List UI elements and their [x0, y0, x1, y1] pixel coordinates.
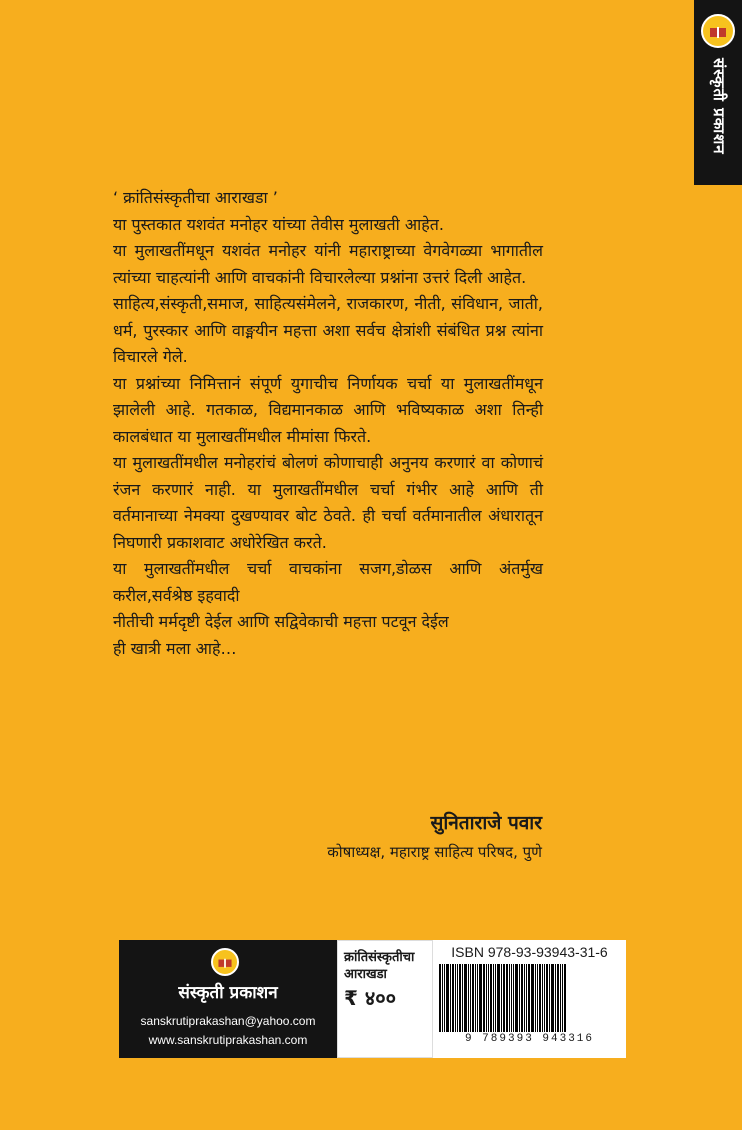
barcode-bar [526, 964, 527, 1032]
barcode-bar [551, 964, 554, 1032]
barcode-bar [521, 964, 523, 1032]
blurb-paragraph: या प्रश्नांच्या निमित्तानं संपूर्ण युगाचीच निर्णायक चर्चा या मुलाखतींमधून झालेली आहे. गतकाळ, विद्यमानकाळ आणि भविष्यकाळ अशा तिन्ही कालबंधात या मुलाखतींमधील मीमांसा फिरते. [113, 373, 543, 446]
barcode-bar [442, 964, 443, 1032]
book-icon [707, 20, 729, 42]
barcode-bar [486, 964, 487, 1032]
barcode-bar [497, 964, 500, 1032]
signature-name: सुनिताराजे पवार [430, 812, 542, 834]
barcode-bar [524, 964, 525, 1032]
barcode-bar [560, 964, 561, 1032]
barcode-bar [444, 964, 445, 1032]
blurb-paragraph: नीतीची मर्मदृष्टी देईल आणि सद्विवेकाची महत्ता पटवून देईल [113, 612, 449, 631]
barcode-bar [562, 964, 563, 1032]
barcode-bar [513, 964, 514, 1032]
spine-publisher-name: संस्कृती प्रकाशन [710, 58, 728, 155]
signature-block [112, 808, 542, 866]
barcode-bar [457, 964, 458, 1032]
publisher-box [119, 940, 337, 1058]
barcode-bar [539, 964, 541, 1032]
publisher-website: www.sanskrutiprakashan.com [148, 1033, 308, 1047]
blurb-paragraph: या मुलाखतींमधील चर्चा वाचकांना सजग,डोळस आणि अंतर्मुख करील,सर्वश्रेष्ठ इहवादी [113, 559, 543, 605]
blurb-paragraph: या पुस्तकात यशवंत मनोहर यांच्या तेवीस मुलाखती आहेत. [113, 214, 444, 234]
barcode-bar [490, 964, 492, 1032]
barcode-bar [493, 964, 494, 1032]
book-title-line1: क्रांतिसंस्कृतीचा [344, 950, 415, 965]
blurb-paragraph: या मुलाखतींमधील मनोहरांचं बोलणं कोणाचाही अनुनय करणारं वा कोणाचं रंजन करणारं नाही. या मुलाखतींमधील चर्चा गंभीर आहे आणि ती वर्तमानाच्या नेमक्या दुखण्यावर बोट ठेवते. ही चर्चा वर्तमानातील अंधारातून निघणारी प्रकाशवाट अधोरेखित करते. [113, 453, 543, 552]
book-icon [216, 953, 234, 971]
barcode-bar [470, 964, 471, 1032]
blurb-paragraph: ही खात्री मला आहे… [113, 638, 237, 658]
barcode-bar [519, 964, 520, 1032]
signature-role: कोषाध्यक्ष, महाराष्ट्र साहित्य परिषद, पुणे [327, 843, 542, 861]
barcode [439, 964, 620, 1032]
barcode-bar [503, 964, 505, 1032]
barcode-bar [555, 964, 556, 1032]
barcode-bar [495, 964, 496, 1032]
book-title-line2: आराखडा [344, 967, 387, 982]
barcode-bar [462, 964, 463, 1032]
blurb-title: ‘ क्रांतिसंस्कृतीचा आराखडा ’ [113, 188, 278, 207]
barcode-bar [479, 964, 482, 1032]
barcode-bar [531, 964, 534, 1032]
barcode-bar [455, 964, 456, 1032]
barcode-bar [506, 964, 508, 1032]
barcode-bar [515, 964, 518, 1032]
barcode-bar [511, 964, 512, 1032]
spine-strip [694, 0, 742, 185]
barcode-bar [509, 964, 510, 1032]
barcode-bar [477, 964, 478, 1032]
barcode-bar [459, 964, 461, 1032]
publisher-logo-icon [701, 14, 735, 48]
barcode-bar [468, 964, 469, 1032]
barcode-bar [542, 964, 543, 1032]
barcode-bar [472, 964, 474, 1032]
barcode-bar [446, 964, 449, 1032]
barcode-bar [439, 964, 441, 1032]
publisher-logo-icon [211, 948, 239, 976]
barcode-bar [546, 964, 548, 1032]
isbn-box [433, 940, 626, 1058]
barcode-bar [475, 964, 476, 1032]
publisher-email: sanskrutiprakashan@yahoo.com [140, 1014, 316, 1028]
barcode-bar [537, 964, 538, 1032]
barcode-bar [464, 964, 467, 1032]
back-cover-blurb [113, 185, 543, 662]
price-box [337, 940, 433, 1058]
publisher-name: संस्कृती प्रकाशन [178, 983, 278, 1003]
barcode-bar [564, 964, 566, 1032]
isbn-number: ISBN 978-93-93943-31-6 [451, 944, 608, 960]
barcode-bar [557, 964, 559, 1032]
footer-strip [119, 940, 626, 1058]
barcode-bar [452, 964, 454, 1032]
blurb-paragraph: या मुलाखतींमधून यशवंत मनोहर यांनी महाराष्ट्राच्या वेगवेगळ्या भागातील त्यांच्या चाहत्यांनी आणि वाचकांनी विचारलेल्या प्रश्नांना उत्तरं दिली आहेत. [113, 241, 543, 287]
barcode-bar [450, 964, 451, 1032]
blurb-paragraph: साहित्य,संस्कृती,समाज, साहित्यसंमेलने, राजकारण, नीती, संविधान, जाती, धर्म, पुरस्कार आणि वाङ्मयीन महत्ता अशा सर्वच क्षेत्रांशी संबंधित प्रश्न त्यांना विचारले गेले. [113, 294, 543, 366]
barcode-bar [483, 964, 485, 1032]
barcode-bar [528, 964, 530, 1032]
barcode-bar [488, 964, 489, 1032]
book-price: ₹ ४०० [344, 986, 397, 1010]
barcode-digits: 9 789393 943316 [464, 1033, 595, 1045]
barcode-bar [549, 964, 550, 1032]
barcode-bar [544, 964, 545, 1032]
barcode-bar [501, 964, 502, 1032]
barcode-bar [535, 964, 536, 1032]
